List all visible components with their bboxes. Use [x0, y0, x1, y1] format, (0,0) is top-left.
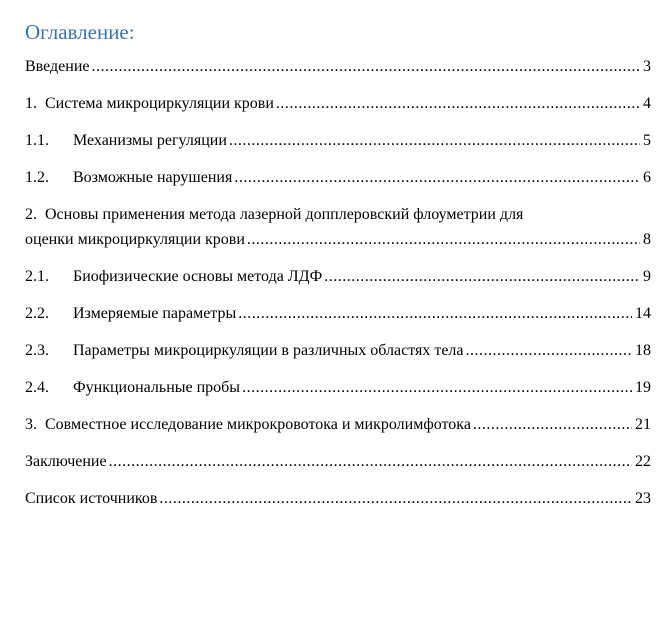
- toc-entry-label: Функциональные пробы: [73, 379, 241, 396]
- toc-entry-introduction: [25, 54, 651, 91]
- toc-entry-label: Совместное исследование микрокровотока и микролимфотока: [45, 416, 471, 433]
- dot-leader: [276, 91, 640, 116]
- toc-entry-number: 1.1.: [25, 132, 49, 149]
- dot-leader: [109, 449, 632, 474]
- toc-entry-label: Система микроциркуляции крови: [45, 95, 274, 112]
- dot-leader: [92, 54, 641, 79]
- toc-entry-page: 21: [635, 416, 651, 433]
- toc-entry-number: 2.3.: [25, 342, 49, 359]
- toc-entry-page: 14: [635, 305, 651, 322]
- toc-entry-conclusion: [25, 449, 651, 486]
- toc-entry-page: 9: [643, 268, 651, 285]
- toc-entry-number: 2.1.: [25, 268, 49, 285]
- toc-entry-number: 3.: [25, 416, 37, 433]
- toc-entry-label: Заключение: [25, 453, 107, 470]
- dot-leader: [473, 412, 632, 437]
- dot-leader: [238, 301, 632, 326]
- toc-entry-section-2-4: [25, 375, 651, 412]
- toc-entry-number: 2.2.: [25, 305, 49, 322]
- dot-leader: [324, 264, 640, 289]
- toc-entry-page: 23: [635, 490, 651, 507]
- toc-entry-label: Параметры микроциркуляции в различных областях тела: [73, 342, 464, 359]
- toc-entry-page: 8: [643, 231, 651, 248]
- toc-entry-number: 1.: [25, 95, 37, 112]
- toc-entry-page: 18: [635, 342, 651, 359]
- dot-leader: [466, 338, 632, 363]
- toc-entry-label: Измеряемые параметры: [73, 305, 237, 322]
- dot-leader: [247, 227, 640, 252]
- toc-entry-page: 19: [635, 379, 651, 396]
- table-of-contents: [25, 54, 651, 523]
- toc-entry-chapter-2-line-1: [25, 202, 651, 227]
- toc-entry-label: Биофизические основы метода ЛДФ: [73, 268, 323, 285]
- dot-leader: [242, 375, 632, 400]
- toc-entry-page: 22: [635, 453, 651, 470]
- toc-entry-label: Список источников: [25, 490, 158, 507]
- toc-entry-label-continuation: оценки микроциркуляции крови: [25, 231, 245, 248]
- toc-title: Оглавление:: [25, 20, 135, 44]
- dot-leader: [229, 128, 640, 153]
- toc-entry-chapter-1: [25, 91, 651, 128]
- toc-entry-page: 4: [643, 95, 651, 112]
- toc-entry-section-2-1: [25, 264, 651, 301]
- toc-entry-chapter-2-line-2: [25, 227, 651, 264]
- toc-entry-page: 3: [643, 58, 651, 75]
- toc-entry-label: Механизмы регуляции: [73, 132, 227, 149]
- toc-entry-page: 6: [643, 169, 651, 186]
- toc-entry-number: 2.4.: [25, 379, 49, 396]
- toc-entry-section-2-2: [25, 301, 651, 338]
- toc-entry-label: Основы применения метода лазерной допплеровский флоуметрии для: [45, 206, 524, 223]
- dot-leader: [159, 486, 632, 511]
- toc-entry-number: 2.: [25, 206, 37, 223]
- toc-entry-label: Введение: [25, 58, 90, 75]
- dot-leader: [234, 165, 640, 190]
- toc-entry-references: [25, 486, 651, 523]
- toc-entry-page: 5: [643, 132, 651, 149]
- toc-entry-number: 1.2.: [25, 169, 49, 186]
- toc-entry-label: Возможные нарушения: [73, 169, 233, 186]
- toc-entry-section-2-3: [25, 338, 651, 375]
- toc-entry-section-1-1: [25, 128, 651, 165]
- toc-entry-section-1-2: [25, 165, 651, 202]
- toc-entry-chapter-3: [25, 412, 651, 449]
